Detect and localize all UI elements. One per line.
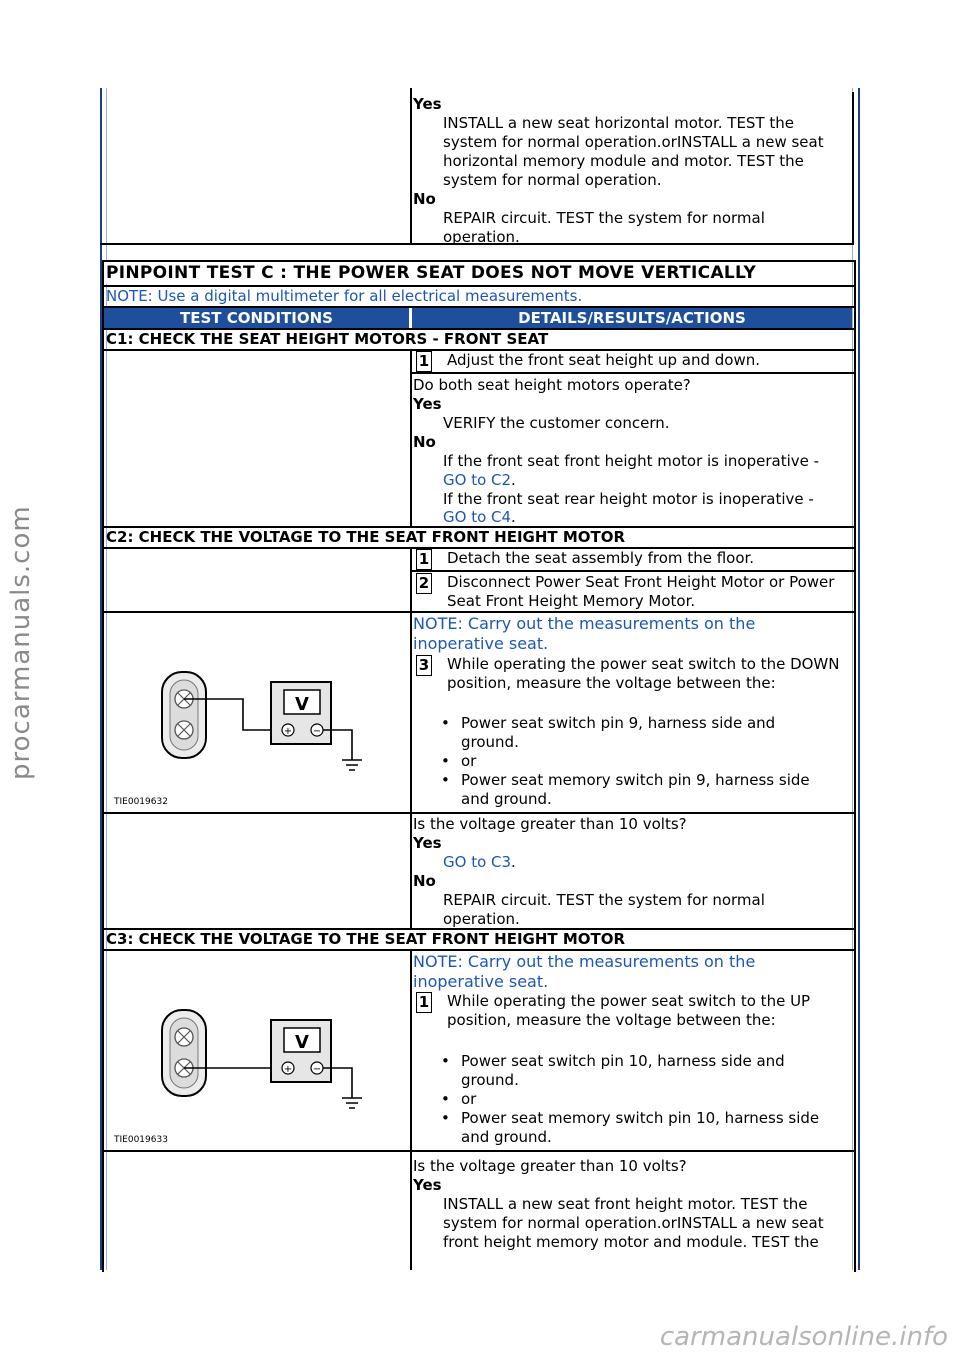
pinpoint-title: PINPOINT TEST C : THE POWER SEAT DOES NOT MOVE VERTICALLY [106, 263, 757, 283]
top-no-line-2: operation. [443, 228, 520, 246]
c3-bullet-1-line-2: ground. [461, 1071, 519, 1089]
c3-bullet-1-line-1: • Power seat switch pin 10, harness side and [461, 1052, 785, 1071]
c2-question: Is the voltage greater than 10 volts? [413, 815, 687, 833]
c3-yes-line-3: front height memory motor and module. TEST the [443, 1233, 819, 1251]
c2-bullet-1-line-2: ground. [461, 733, 519, 751]
c2-wiring-diagram [106, 620, 406, 810]
c3-divider [410, 949, 412, 1270]
c2-heading: C2: CHECK THE VOLTAGE TO THE SEAT FRONT HEIGHT MOTOR [106, 528, 626, 546]
c3-yes-line-2: system for normal operation.orINSTALL a new seat [443, 1214, 824, 1232]
top-yes-line-2: system for normal operation.orINSTALL a new seat [443, 133, 824, 151]
c2-note-line-2: inoperative seat. [413, 634, 549, 653]
c3-question: Is the voltage greater than 10 volts? [413, 1157, 687, 1175]
c1-question: Do both seat height motors operate? [413, 376, 691, 394]
c3-bullet-3-line-2: and ground. [461, 1128, 552, 1146]
c2-no-line-1: REPAIR circuit. TEST the system for normal [443, 891, 765, 909]
c1-link-1-period: . [511, 471, 516, 489]
header-test-conditions: TEST CONDITIONS [104, 308, 409, 328]
right-page-rule [858, 88, 860, 1270]
c1-yes-label: Yes [413, 395, 442, 413]
c2-step-2-line-2: Seat Front Height Memory Motor. [447, 592, 696, 610]
c2-bullet-1-line-1: • Power seat switch pin 9, harness side and [461, 714, 775, 733]
c2-divider [410, 547, 412, 929]
c2-step-2-number: 2 [416, 573, 432, 594]
c3-wiring-diagram [106, 958, 406, 1148]
top-yes-line-3: horizontal memory module and motor. TEST the [443, 152, 804, 170]
c1-link-2-period: . [511, 508, 516, 526]
c3-meter-plus: + [283, 1064, 293, 1075]
c3-bullet-2: • or [461, 1090, 476, 1109]
c2-bullet-3-line-2: and ground. [461, 790, 552, 808]
watermark-procarmanuals: procarmanuals.com [6, 505, 36, 780]
c1-divider [410, 349, 412, 527]
c1-goto-c2-link[interactable]: GO to C2 [443, 471, 512, 489]
c2-step-1-underline [410, 570, 854, 572]
pinpoint-note: NOTE: Use a digital multimeter for all electrical measurements. [106, 287, 583, 305]
header-divider [410, 308, 412, 328]
top-block-right-border [852, 92, 854, 244]
c2-measure-underline [102, 812, 854, 814]
top-no-line-1: REPAIR circuit. TEST the system for normal [443, 209, 765, 227]
c1-step-1-text: Adjust the front seat height up and down. [447, 351, 760, 369]
c1-no-text-2: If the front seat rear height motor is inoperative - [443, 490, 814, 508]
c2-yes-period: . [511, 853, 516, 871]
c2-goto-c3-link[interactable]: GO to C3 [443, 853, 512, 871]
c2-no-label: No [413, 872, 436, 890]
c1-no-label: No [413, 433, 436, 451]
c3-meter-label: V [295, 1032, 309, 1053]
c3-step-1-line-1: While operating the power seat switch to the UP [447, 992, 811, 1010]
c1-step-underline [410, 372, 854, 374]
top-yes-line-4: system for normal operation. [443, 171, 662, 189]
c3-yes-line-1: INSTALL a new seat front height motor. TEST the [443, 1195, 808, 1213]
c2-yes-label: Yes [413, 834, 442, 852]
c3-meter-minus: − [312, 1064, 322, 1075]
c2-step-2-underline [102, 611, 854, 613]
c3-yes-label: Yes [413, 1176, 442, 1194]
c2-no-line-2: operation. [443, 910, 520, 928]
c1-yes-text: VERIFY the customer concern. [443, 414, 670, 432]
c1-no-text-1: If the front seat front height motor is inoperative - [443, 452, 820, 470]
c1-no-link-2-row [443, 508, 516, 527]
c3-note-line-2: inoperative seat. [413, 972, 549, 991]
c1-step-1-number: 1 [416, 351, 432, 372]
c2-step-3-line-2: position, measure the voltage between the: [447, 674, 776, 692]
c3-measure-underline [102, 1150, 854, 1152]
c2-bullet-3-line-1: • Power seat memory switch pin 9, harness side [461, 771, 810, 790]
c2-meter-label: V [295, 694, 309, 715]
c2-step-2-line-1: Disconnect Power Seat Front Height Motor or Power [447, 573, 835, 591]
top-yes-label: Yes [413, 95, 442, 113]
c3-heading: C3: CHECK THE VOLTAGE TO THE SEAT FRONT HEIGHT MOTOR [106, 930, 626, 948]
c1-goto-c4-link[interactable]: GO to C4 [443, 508, 512, 526]
watermark-carmanualsonline: carmanualsonline.info [659, 1322, 948, 1352]
c2-step-1-number: 1 [416, 549, 432, 570]
c1-no-link-1-row [443, 471, 516, 490]
c3-step-1-line-2: position, measure the voltage between the: [447, 1011, 776, 1029]
c2-bullet-2: • or [461, 752, 476, 771]
c2-ground-symbol [342, 760, 362, 770]
c2-meter-plus: + [283, 726, 293, 737]
top-no-label: No [413, 190, 436, 208]
c3-figure-label: TIE0019633 [114, 1135, 168, 1145]
c2-step-1-text: Detach the seat assembly from the floor. [447, 549, 755, 567]
c3-step-1-number: 1 [416, 992, 432, 1013]
c2-figure-label: TIE0019632 [114, 797, 168, 807]
c3-heading-underline [102, 949, 854, 951]
c2-step-3-number: 3 [416, 655, 432, 676]
header-details-results-actions: DETAILS/RESULTS/ACTIONS [412, 308, 852, 328]
c1-heading: C1: CHECK THE SEAT HEIGHT MOTORS - FRONT SEAT [106, 330, 549, 348]
top-block-divider [410, 88, 412, 244]
c2-yes-row [443, 853, 516, 872]
c3-note-line-1: NOTE: Carry out the measurements on the [413, 952, 756, 971]
c2-note-line-1: NOTE: Carry out the measurements on the [413, 614, 756, 633]
c2-step-3-line-1: While operating the power seat switch to the DOWN [447, 655, 840, 673]
c3-ground-symbol [342, 1098, 362, 1108]
c2-meter-minus: − [312, 726, 322, 737]
c3-bullet-3-line-1: • Power seat memory switch pin 10, harness side [461, 1109, 819, 1128]
top-yes-line-1: INSTALL a new seat horizontal motor. TEST the [443, 114, 794, 132]
